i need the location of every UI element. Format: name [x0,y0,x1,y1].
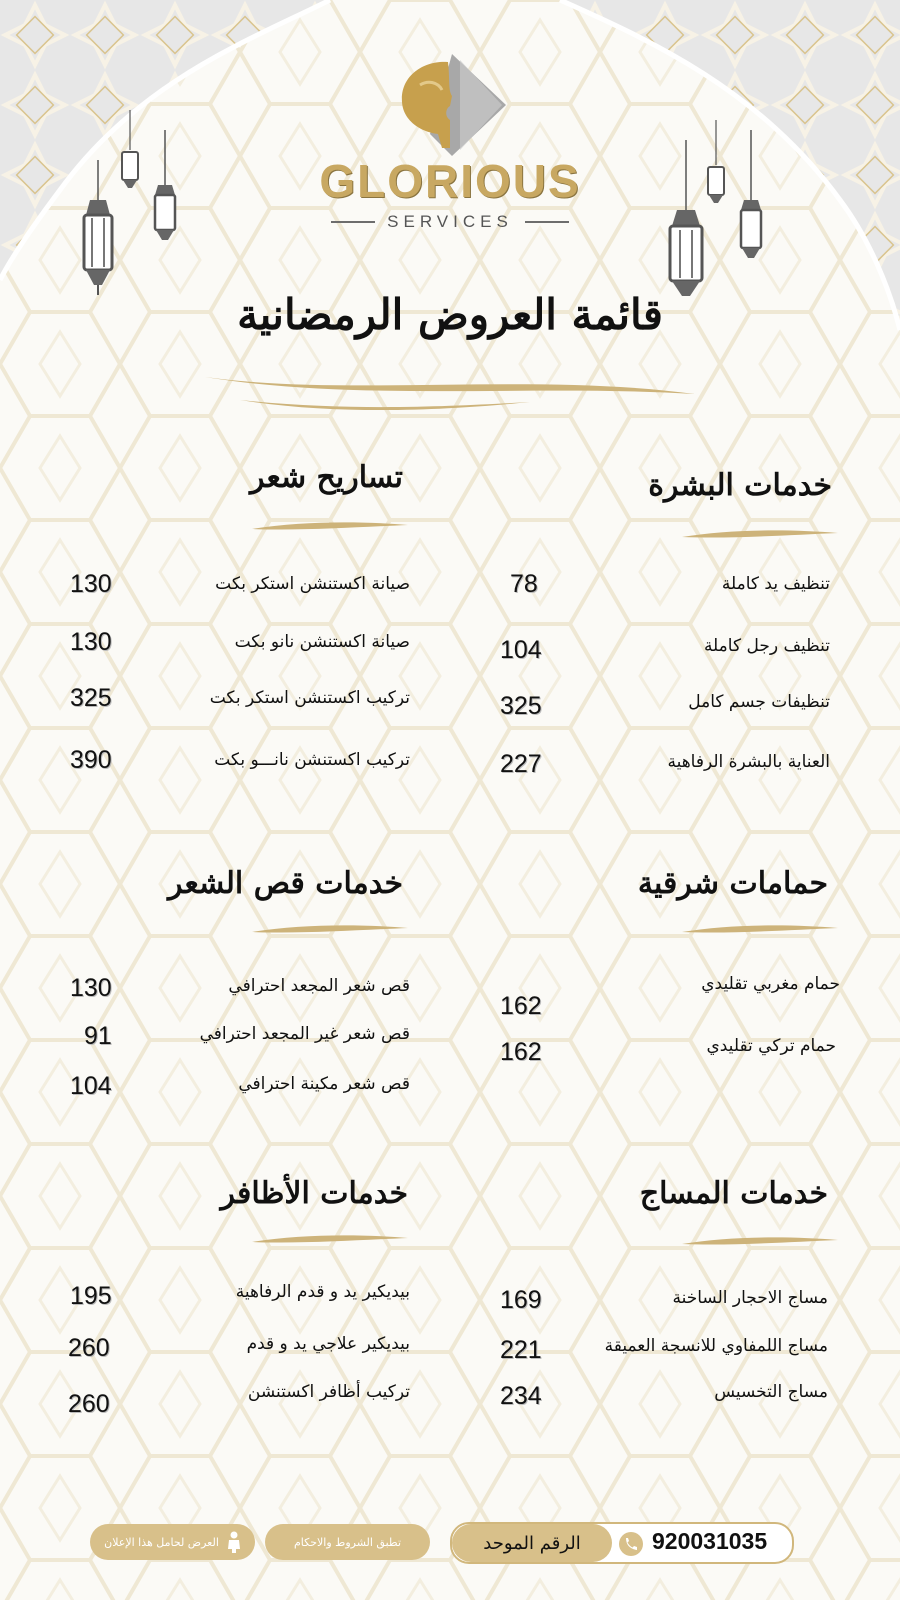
item-name: مساج التخسيس [714,1382,828,1402]
section-title-haircut: خدمات قص الشعر [168,866,403,901]
menu-item [70,974,410,1024]
phone-contact[interactable] [450,1522,794,1564]
item-name: تركيب اكستنشن نانـــو بكت [214,750,410,770]
item-name: صيانة اكستنشن نانو بكت [234,632,410,652]
menu-item [70,1022,410,1072]
section-title-hair-styling: تساريح شعر [249,460,403,495]
item-price: 169 [500,1286,542,1314]
item-name: قص شعر مكينة احترافي [238,1074,410,1094]
divider [525,221,569,223]
divider [331,221,375,223]
item-price: 130 [70,628,112,656]
page-title: قائمة العروض الرمضانية [237,290,663,339]
item-price: 227 [500,750,542,778]
title-swoosh-decoration [200,372,700,422]
item-name: مساج الاحجار الساخنة [672,1288,828,1308]
menu-item [500,752,830,782]
menu-item [500,1036,840,1086]
terms-badge [265,1524,430,1560]
menu-item [500,1286,840,1336]
item-name: العناية بالبشرة الرفاهية [667,752,830,772]
item-name: حمام مغربي تقليدي [701,974,840,994]
menu-item [500,570,830,604]
item-price: 91 [84,1022,112,1050]
terms-text: تطبق الشروط والاحكام [293,1535,402,1549]
item-name: مساج اللمفاوي للانسجة العميقة [604,1336,828,1356]
menu-item [68,1382,410,1440]
item-price: 325 [500,692,542,720]
item-price: 104 [500,636,542,664]
item-price: 130 [70,974,112,1002]
footer [0,1522,900,1572]
item-price: 260 [68,1334,110,1362]
brand-subtitle-row [0,212,900,232]
item-name: تنظيف يد كاملة [721,574,830,594]
phone-label: الرقم الموحد [452,1524,612,1562]
item-price: 390 [70,746,112,774]
section-swoosh [680,1234,840,1254]
offer-text: العرض لحامل هذا الإعلان [104,1535,219,1549]
menu-item [70,1282,410,1332]
item-name: تنظيفات جسم كامل [688,692,830,712]
menu-item [500,692,830,722]
menu-item [70,570,410,604]
section-title-baths: حمامات شرقية [637,866,828,901]
offer-badge [90,1524,255,1560]
menu-item [70,628,410,662]
section-swoosh [250,1232,410,1252]
menu-item [70,684,410,718]
item-price: 325 [70,684,112,712]
item-price: 260 [68,1390,110,1418]
section-title-skin: خدمات البشرة [648,468,832,503]
section-swoosh [680,922,840,942]
item-name: بيديكير علاجي يد و قدم [246,1334,410,1354]
item-name: تركيب اكستنشن استكر بكت [209,688,410,708]
item-name: تنظيف رجل كاملة [703,636,830,656]
item-price: 78 [510,570,538,598]
item-name: تركيب أظافر اكستنشن [247,1382,410,1402]
section-swoosh [250,519,410,539]
phone-icon [618,1531,644,1557]
menu-item [500,636,830,666]
section-title-nails: خدمات الأظافر [220,1176,408,1211]
item-name: قص شعر غير المجعد احترافي [199,1024,410,1044]
item-name: صيانة اكستنشن استكر بكت [215,574,410,594]
brand-name: GLORIOUS [319,155,581,207]
menu-item [70,746,410,780]
item-price: 234 [500,1382,542,1410]
section-swoosh [250,922,410,942]
item-name: بيديكير يد و قدم الرفاهية [235,1282,410,1302]
brand-logo [0,50,900,232]
menu-item [500,974,840,1024]
phone-number[interactable]: 920031035 [652,1528,768,1554]
item-price: 162 [500,1038,542,1066]
item-price: 162 [500,992,542,1020]
section-swoosh [680,527,840,547]
brand-subtitle: SERVICES [387,212,513,231]
item-price: 104 [70,1072,112,1100]
menu-item [68,1334,410,1384]
section-title-massage: خدمات المساج [639,1176,828,1211]
item-price: 221 [500,1336,542,1364]
item-price: 195 [70,1282,112,1310]
item-name: قص شعر المجعد احترافي [228,976,410,996]
item-price: 130 [70,570,112,598]
person-icon [227,1531,241,1553]
item-name: حمام تركي تقليدي [706,1036,836,1056]
menu-item [70,1072,410,1120]
menu-item [500,1382,840,1432]
woman-profile-logo-icon [390,50,510,160]
